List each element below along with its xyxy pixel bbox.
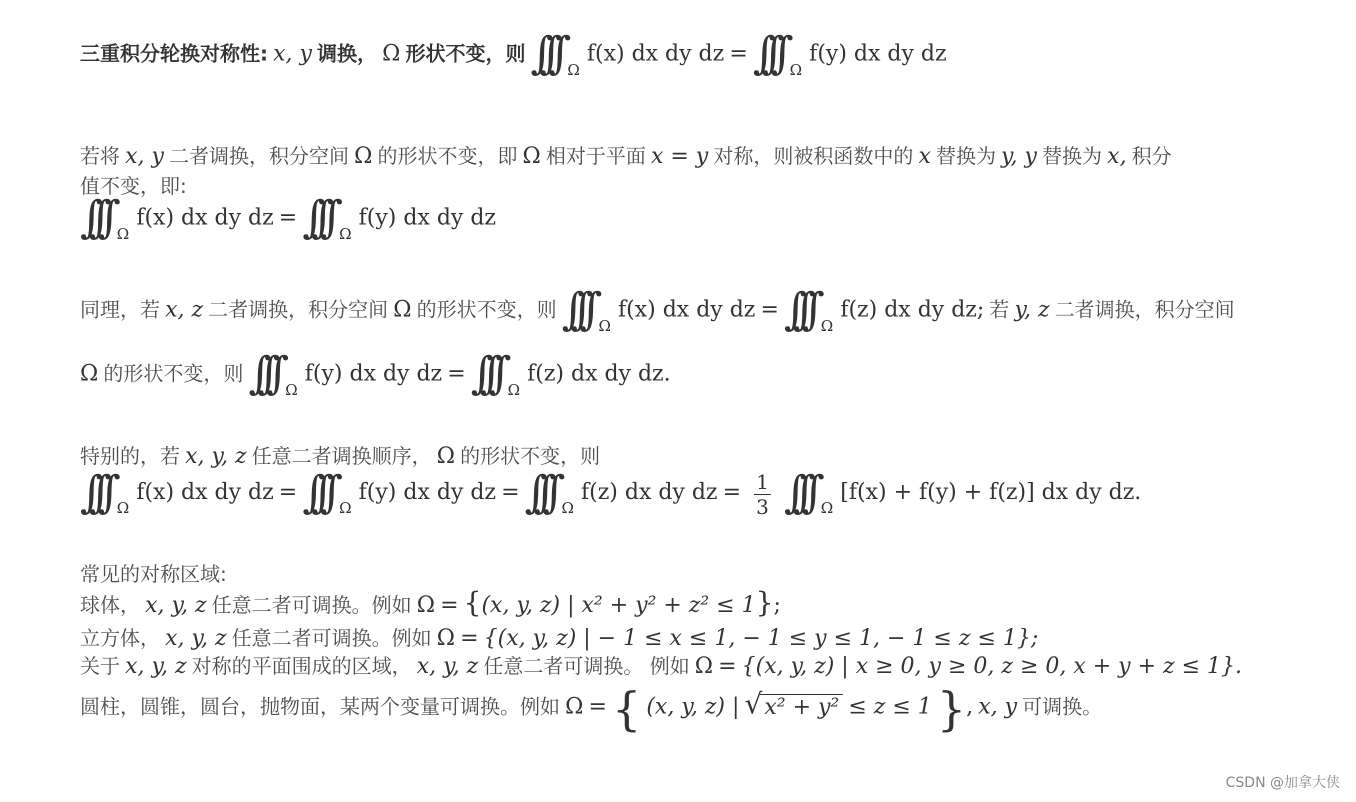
integral-domain: Ω bbox=[339, 224, 352, 243]
integral-domain: Ω bbox=[820, 499, 834, 517]
equals-sign: = bbox=[760, 297, 779, 323]
heading-suffix: 形状不变，则 bbox=[405, 41, 526, 66]
left-brace: { bbox=[611, 682, 642, 736]
region-text: 任意二者可调换。 例如 bbox=[483, 654, 690, 678]
triple-integral-icon: ∫∫∫ bbox=[783, 466, 811, 518]
integral-domain: Ω bbox=[567, 60, 580, 79]
p3-text: 的形状不变，则 bbox=[460, 444, 601, 468]
triple-integral-icon: ∫∫∫ bbox=[752, 28, 780, 79]
omega: Ω bbox=[436, 444, 456, 469]
equals-sign: = bbox=[501, 480, 520, 505]
region-text: 球体， bbox=[80, 593, 140, 617]
integrand-fy: f(y) dx dy dz bbox=[304, 361, 443, 387]
heading-omega: Ω bbox=[382, 41, 401, 67]
plane-equation: x = y bbox=[650, 144, 709, 169]
p2-vars: y, z bbox=[1014, 297, 1050, 323]
omega: Ω bbox=[354, 144, 373, 169]
integral-domain: Ω bbox=[820, 316, 834, 335]
omega: Ω bbox=[80, 361, 99, 387]
heading-prefix: 三重积分轮换对称性: bbox=[80, 41, 268, 66]
omega: Ω bbox=[522, 144, 541, 169]
integrand-fx: f(x) dx dy dz bbox=[136, 480, 274, 505]
fraction-numerator: 1 bbox=[756, 470, 769, 494]
p3-text: 任意二者调换顺序， bbox=[251, 444, 432, 468]
ball-set: (x, y, z) | x² + y² + z² ≤ 1 bbox=[481, 593, 756, 618]
region-vars: x, y bbox=[978, 694, 1018, 720]
equals-sign: = bbox=[447, 361, 466, 387]
p2-text: 二者调换，积分空间 bbox=[208, 297, 389, 322]
p2-text: 同理，若 bbox=[80, 297, 160, 322]
omega: Ω bbox=[416, 593, 436, 618]
p2-text: 的形状不变，则 bbox=[103, 361, 244, 386]
p2-vars: x, z bbox=[165, 297, 204, 323]
p1-text: 替换为 bbox=[935, 144, 996, 168]
paragraph-2-line-1: 同理，若 x, z 二者调换，积分空间 Ω 的形状不变，则 ∫∫∫ Ω f(x) dx dy dz = ∫∫∫ Ω f(z) dx dy dz; 若 y, z 二者调换，积分空间 bbox=[80, 284, 1235, 335]
paragraph-2-line-2: Ω 的形状不变，则 ∫∫∫ Ω f(y) dx dy dz = ∫∫∫ Ω f(z) dx dy dz. bbox=[80, 348, 671, 399]
region-text: 可调换。 bbox=[1022, 694, 1103, 719]
var-y: y, y bbox=[1001, 144, 1037, 169]
var-x: x, bbox=[1107, 144, 1127, 169]
p1-text: 对称，则被积函数中的 bbox=[713, 144, 914, 168]
fraction-one-third bbox=[754, 470, 771, 519]
integral-domain: Ω bbox=[789, 60, 803, 79]
region-vars: x, y, z bbox=[145, 593, 207, 618]
region-ball: 球体， x, y, z 任意二者可调换。例如 Ω = {(x, y, z) | x² + y² + z² ≤ 1}; bbox=[80, 586, 781, 619]
heading-fx: f(x) dx dy dz bbox=[586, 41, 725, 67]
region-vars: x, y, z bbox=[125, 654, 187, 679]
paragraph-3-line-1 bbox=[80, 440, 600, 469]
integral-domain: Ω bbox=[116, 224, 130, 243]
p1-text: 若将 bbox=[80, 144, 120, 168]
triple-integral-icon: ∫∫∫ bbox=[530, 28, 558, 79]
plane-set: {(x, y, z) | x ≥ 0, y ≥ 0, z ≥ 0, x + y + z ≤ 1}. bbox=[741, 654, 1243, 679]
region-plane: 关于 x, y, z 对称的平面围成的区域， x, y, z 任意二者可调换。 例如 Ω = {(x, y, z) | x ≥ 0, y ≥ 0, z ≥ 0, x + y + z ≤ 1}. bbox=[80, 654, 1243, 679]
integral-domain: Ω bbox=[598, 316, 611, 335]
triple-integral-icon: ∫∫∫ bbox=[248, 348, 276, 399]
equation-xy bbox=[80, 192, 497, 243]
integrand-fz: f(z) dx dy dz bbox=[840, 297, 977, 323]
integrand-fx: f(x) dx dy dz bbox=[618, 297, 756, 323]
region-text: 圆柱，圆锥，圆台，抛物面，某两个变量可调换。例如 bbox=[80, 694, 560, 719]
paragraph-1-line-2: 值不变，即: bbox=[80, 174, 187, 198]
regions-title: 常见的对称区域: bbox=[80, 562, 227, 586]
p2-text: 二者调换，积分空间 bbox=[1054, 297, 1235, 322]
omega: Ω bbox=[565, 694, 584, 720]
var-x: x bbox=[918, 144, 931, 169]
equals-sign: = bbox=[729, 41, 748, 67]
p1-text: 二者调换，积分空间 bbox=[169, 144, 350, 168]
equation-all bbox=[80, 466, 1142, 519]
paragraph-1-line-1 bbox=[80, 140, 1172, 169]
integrand-fy: f(y) dx dy dz bbox=[358, 205, 497, 231]
equals-sign: = bbox=[722, 480, 742, 505]
integral-domain: Ω bbox=[507, 380, 520, 399]
region-text: 立方体， bbox=[80, 626, 160, 650]
sqrt-content: x² + y² bbox=[764, 694, 840, 720]
triple-integral-icon: ∫∫∫ bbox=[470, 348, 498, 399]
p1-text: 替换为 bbox=[1042, 144, 1103, 168]
triple-integral-icon: ∫∫∫ bbox=[80, 466, 107, 518]
cylinder-bound: ≤ z ≤ 1 bbox=[848, 694, 932, 720]
triple-integral-icon: ∫∫∫ bbox=[80, 192, 107, 243]
region-text: 任意二者可调换。例如 bbox=[211, 593, 412, 617]
region-text: 关于 bbox=[80, 654, 120, 678]
region-vars: x, y, z bbox=[416, 654, 479, 679]
p3-vars: x, y, z bbox=[185, 444, 247, 469]
region-vars: x, y, z bbox=[165, 626, 227, 651]
p1-text: 积分 bbox=[1131, 144, 1172, 168]
p2-text: 的形状不变，则 bbox=[416, 297, 557, 322]
region-cylinder: 圆柱，圆锥，圆台，抛物面，某两个变量可调换。例如 Ω = { (x, y, z) | √x² + y² ≤ z ≤ 1 }, x, y 可调换。 bbox=[80, 682, 1103, 736]
integrand-sum: [f(x) + f(y) + f(z)] dx dy dz. bbox=[840, 480, 1142, 505]
triple-integral-icon: ∫∫∫ bbox=[302, 192, 330, 243]
triple-integral-icon: ∫∫∫ bbox=[302, 466, 330, 518]
integral-domain: Ω bbox=[561, 499, 574, 517]
right-brace: } bbox=[936, 682, 967, 736]
triple-integral-icon: ∫∫∫ bbox=[561, 284, 589, 335]
heading-fy: f(y) dx dy dz bbox=[809, 41, 947, 67]
integral-domain: Ω bbox=[285, 380, 298, 399]
integral-domain: Ω bbox=[116, 499, 130, 517]
heading-vars: x, y bbox=[273, 41, 312, 67]
integral-domain: Ω bbox=[339, 499, 352, 517]
p1-text: 的形状不变，即 bbox=[377, 144, 518, 168]
integrand-fz: f(z) dx dy dz bbox=[580, 480, 718, 505]
p3-text: 特别的，若 bbox=[80, 444, 180, 468]
watermark: CSDN @加拿大侠 bbox=[1225, 775, 1340, 791]
region-text: 任意二者可调换。例如 bbox=[231, 626, 432, 650]
integrand-fx: f(x) dx dy dz bbox=[136, 205, 274, 231]
heading-line bbox=[80, 28, 947, 79]
triple-integral-icon: ∫∫∫ bbox=[524, 466, 552, 518]
integrand-fy: f(y) dx dy dz bbox=[358, 480, 497, 505]
fraction-denominator: 3 bbox=[756, 495, 769, 519]
omega: Ω bbox=[436, 626, 456, 651]
equals-sign: = bbox=[278, 205, 298, 231]
p2-text: 若 bbox=[989, 297, 1010, 322]
omega: Ω bbox=[393, 297, 412, 323]
region-cube: 立方体， x, y, z 任意二者可调换。例如 Ω = {(x, y, z) | − 1 ≤ x ≤ 1, − 1 ≤ y ≤ 1, − 1 ≤ z ≤ 1}; bbox=[80, 626, 1039, 651]
region-text: 对称的平面围成的区域， bbox=[191, 654, 412, 678]
equals-sign: = bbox=[278, 480, 298, 505]
triple-integral-icon: ∫∫∫ bbox=[784, 284, 811, 335]
p1-text: 相对于平面 bbox=[545, 144, 646, 168]
p1-vars: x, y bbox=[125, 144, 164, 169]
integrand-fz: f(z) dx dy dz bbox=[527, 361, 664, 387]
cylinder-set: (x, y, z) | bbox=[646, 694, 740, 720]
heading-mid: 调换， bbox=[317, 41, 378, 66]
omega: Ω bbox=[694, 654, 714, 679]
cube-set: {(x, y, z) | − 1 ≤ x ≤ 1, − 1 ≤ y ≤ 1, − 1 ≤ z ≤ 1}; bbox=[483, 626, 1039, 651]
